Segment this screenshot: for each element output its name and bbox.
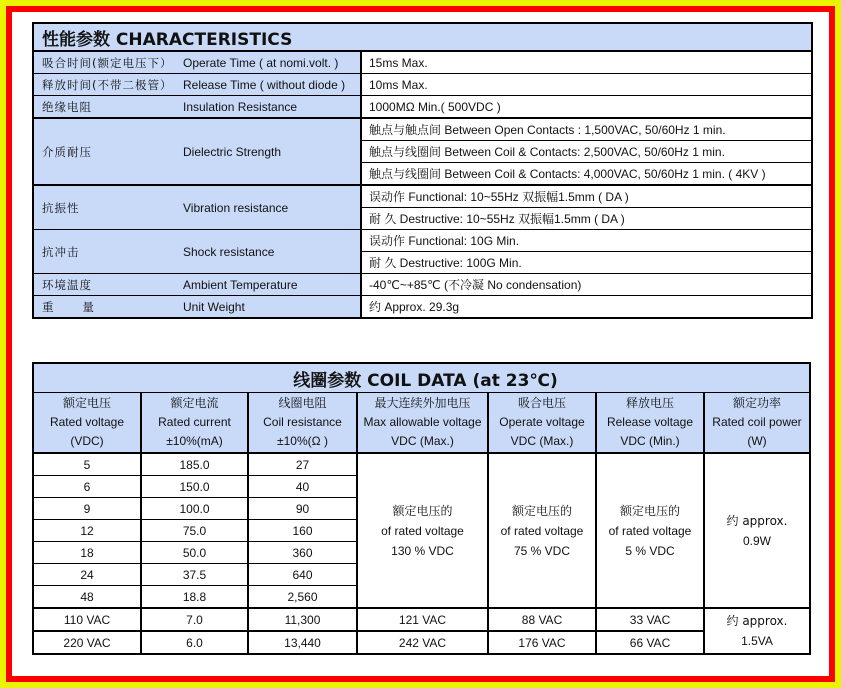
cell-power-ac: 约 approx. 1.5VA <box>704 608 810 654</box>
cell-current: 6.0 <box>141 631 248 654</box>
cell-voltage: 110 VAC <box>33 608 141 631</box>
row-label-cn: 抗振性 <box>33 185 183 230</box>
row-value: 10ms Max. <box>361 74 812 96</box>
cell-resistance: 11,300 <box>248 608 357 631</box>
cell-max-voltage: 242 VAC <box>357 631 488 654</box>
cell-release-voltage: 66 VAC <box>596 631 704 654</box>
coil-data-title: 线圈参数 COIL DATA (at 23℃) <box>33 363 810 393</box>
row-value: 约 Approx. 29.3g <box>361 296 812 319</box>
cell-resistance: 13,440 <box>248 631 357 654</box>
col-header-rated-current: 额定电流 Rated current ±10%(mA) <box>141 393 248 454</box>
col-header-max-voltage: 最大连续外加电压 Max allowable voltage VDC (Max.) <box>357 393 488 454</box>
cell-voltage: 220 VAC <box>33 631 141 654</box>
cell-resistance: 2,560 <box>248 586 357 609</box>
row-value: 触点与线圈间 Between Coil & Contacts: 4,000VAC, 50/60Hz 1 min. ( 4KV ) <box>361 163 812 186</box>
row-label-cn: 抗冲击 <box>33 230 183 274</box>
col-header-coil-resistance: 线圈电阻 Coil resistance ±10%(Ω ) <box>248 393 357 454</box>
row-value: -40℃~+85℃ (不冷凝 No condensation) <box>361 274 812 296</box>
row-value: 耐 久 Destructive: 100G Min. <box>361 252 812 274</box>
row-label-en: Operate Time ( at nomi.volt. ) <box>183 51 361 74</box>
row-value: 耐 久 Destructive: 10~55Hz 双振幅1.5mm ( DA ) <box>361 208 812 230</box>
cell-voltage: 9 <box>33 498 141 520</box>
cell-resistance: 160 <box>248 520 357 542</box>
row-value: 触点与线圈间 Between Coil & Contacts: 2,500VAC, 50/60Hz 1 min. <box>361 141 812 163</box>
cell-voltage: 12 <box>33 520 141 542</box>
cell-current: 37.5 <box>141 564 248 586</box>
cell-voltage: 6 <box>33 476 141 498</box>
cell-resistance: 360 <box>248 542 357 564</box>
row-label-cn: 环境温度 <box>33 274 183 296</box>
cell-release-voltage-dc: 额定电压的 of rated voltage 5 % VDC <box>596 453 704 608</box>
cell-operate-voltage: 176 VAC <box>488 631 596 654</box>
cell-operate-voltage: 88 VAC <box>488 608 596 631</box>
cell-current: 100.0 <box>141 498 248 520</box>
col-header-release-voltage: 释放电压 Release voltage VDC (Min.) <box>596 393 704 454</box>
characteristics-title: 性能参数 CHARACTERISTICS <box>33 23 812 51</box>
cell-current: 7.0 <box>141 608 248 631</box>
row-label-cn: 介质耐压 <box>33 118 183 185</box>
row-value: 触点与触点间 Between Open Contacts : 1,500VAC, 50/60Hz 1 min. <box>361 118 812 141</box>
row-label-en: Shock resistance <box>183 230 361 274</box>
cell-resistance: 640 <box>248 564 357 586</box>
cell-current: 185.0 <box>141 453 248 476</box>
cell-release-voltage: 33 VAC <box>596 608 704 631</box>
cell-power-dc: 约 approx. 0.9W <box>704 453 810 608</box>
row-value: 1000MΩ Min.( 500VDC ) <box>361 96 812 119</box>
coil-data-table <box>32 362 811 655</box>
row-label-cn: 释放时间(不带二极管） <box>33 74 183 96</box>
col-header-rated-power: 额定功率 Rated coil power (W) <box>704 393 810 454</box>
row-label-en: Dielectric Strength <box>183 118 361 185</box>
row-label-en: Unit Weight <box>183 296 361 319</box>
row-label-cn: 吸合时间(额定电压下） <box>33 51 183 74</box>
row-label-en: Ambient Temperature <box>183 274 361 296</box>
cell-current: 75.0 <box>141 520 248 542</box>
characteristics-table <box>32 22 813 319</box>
table-row <box>33 631 810 654</box>
cell-max-voltage: 121 VAC <box>357 608 488 631</box>
cell-voltage: 24 <box>33 564 141 586</box>
cell-current: 18.8 <box>141 586 248 609</box>
cell-resistance: 40 <box>248 476 357 498</box>
row-value: 15ms Max. <box>361 51 812 74</box>
cell-current: 50.0 <box>141 542 248 564</box>
cell-resistance: 90 <box>248 498 357 520</box>
cell-resistance: 27 <box>248 453 357 476</box>
cell-voltage: 48 <box>33 586 141 609</box>
cell-current: 150.0 <box>141 476 248 498</box>
row-label-cn: 绝缘电阻 <box>33 96 183 119</box>
row-label-en: Vibration resistance <box>183 185 361 230</box>
cell-voltage: 18 <box>33 542 141 564</box>
cell-max-voltage-dc: 额定电压的 of rated voltage 130 % VDC <box>357 453 488 608</box>
row-label-en: Release Time ( without diode ) <box>183 74 361 96</box>
row-label-cn: 重 量 <box>33 296 183 319</box>
row-label-en: Insulation Resistance <box>183 96 361 119</box>
cell-voltage: 5 <box>83 457 91 472</box>
col-header-rated-voltage: 额定电压 Rated voltage (VDC) <box>33 393 141 454</box>
row-value: 误动作 Functional: 10~55Hz 双振幅1.5mm ( DA ) <box>361 185 812 208</box>
table-row <box>33 453 810 476</box>
cell-operate-voltage-dc: 额定电压的 of rated voltage 75 % VDC <box>488 453 596 608</box>
row-value: 误动作 Functional: 10G Min. <box>361 230 812 252</box>
col-header-operate-voltage: 吸合电压 Operate voltage VDC (Max.) <box>488 393 596 454</box>
table-row <box>33 608 810 631</box>
